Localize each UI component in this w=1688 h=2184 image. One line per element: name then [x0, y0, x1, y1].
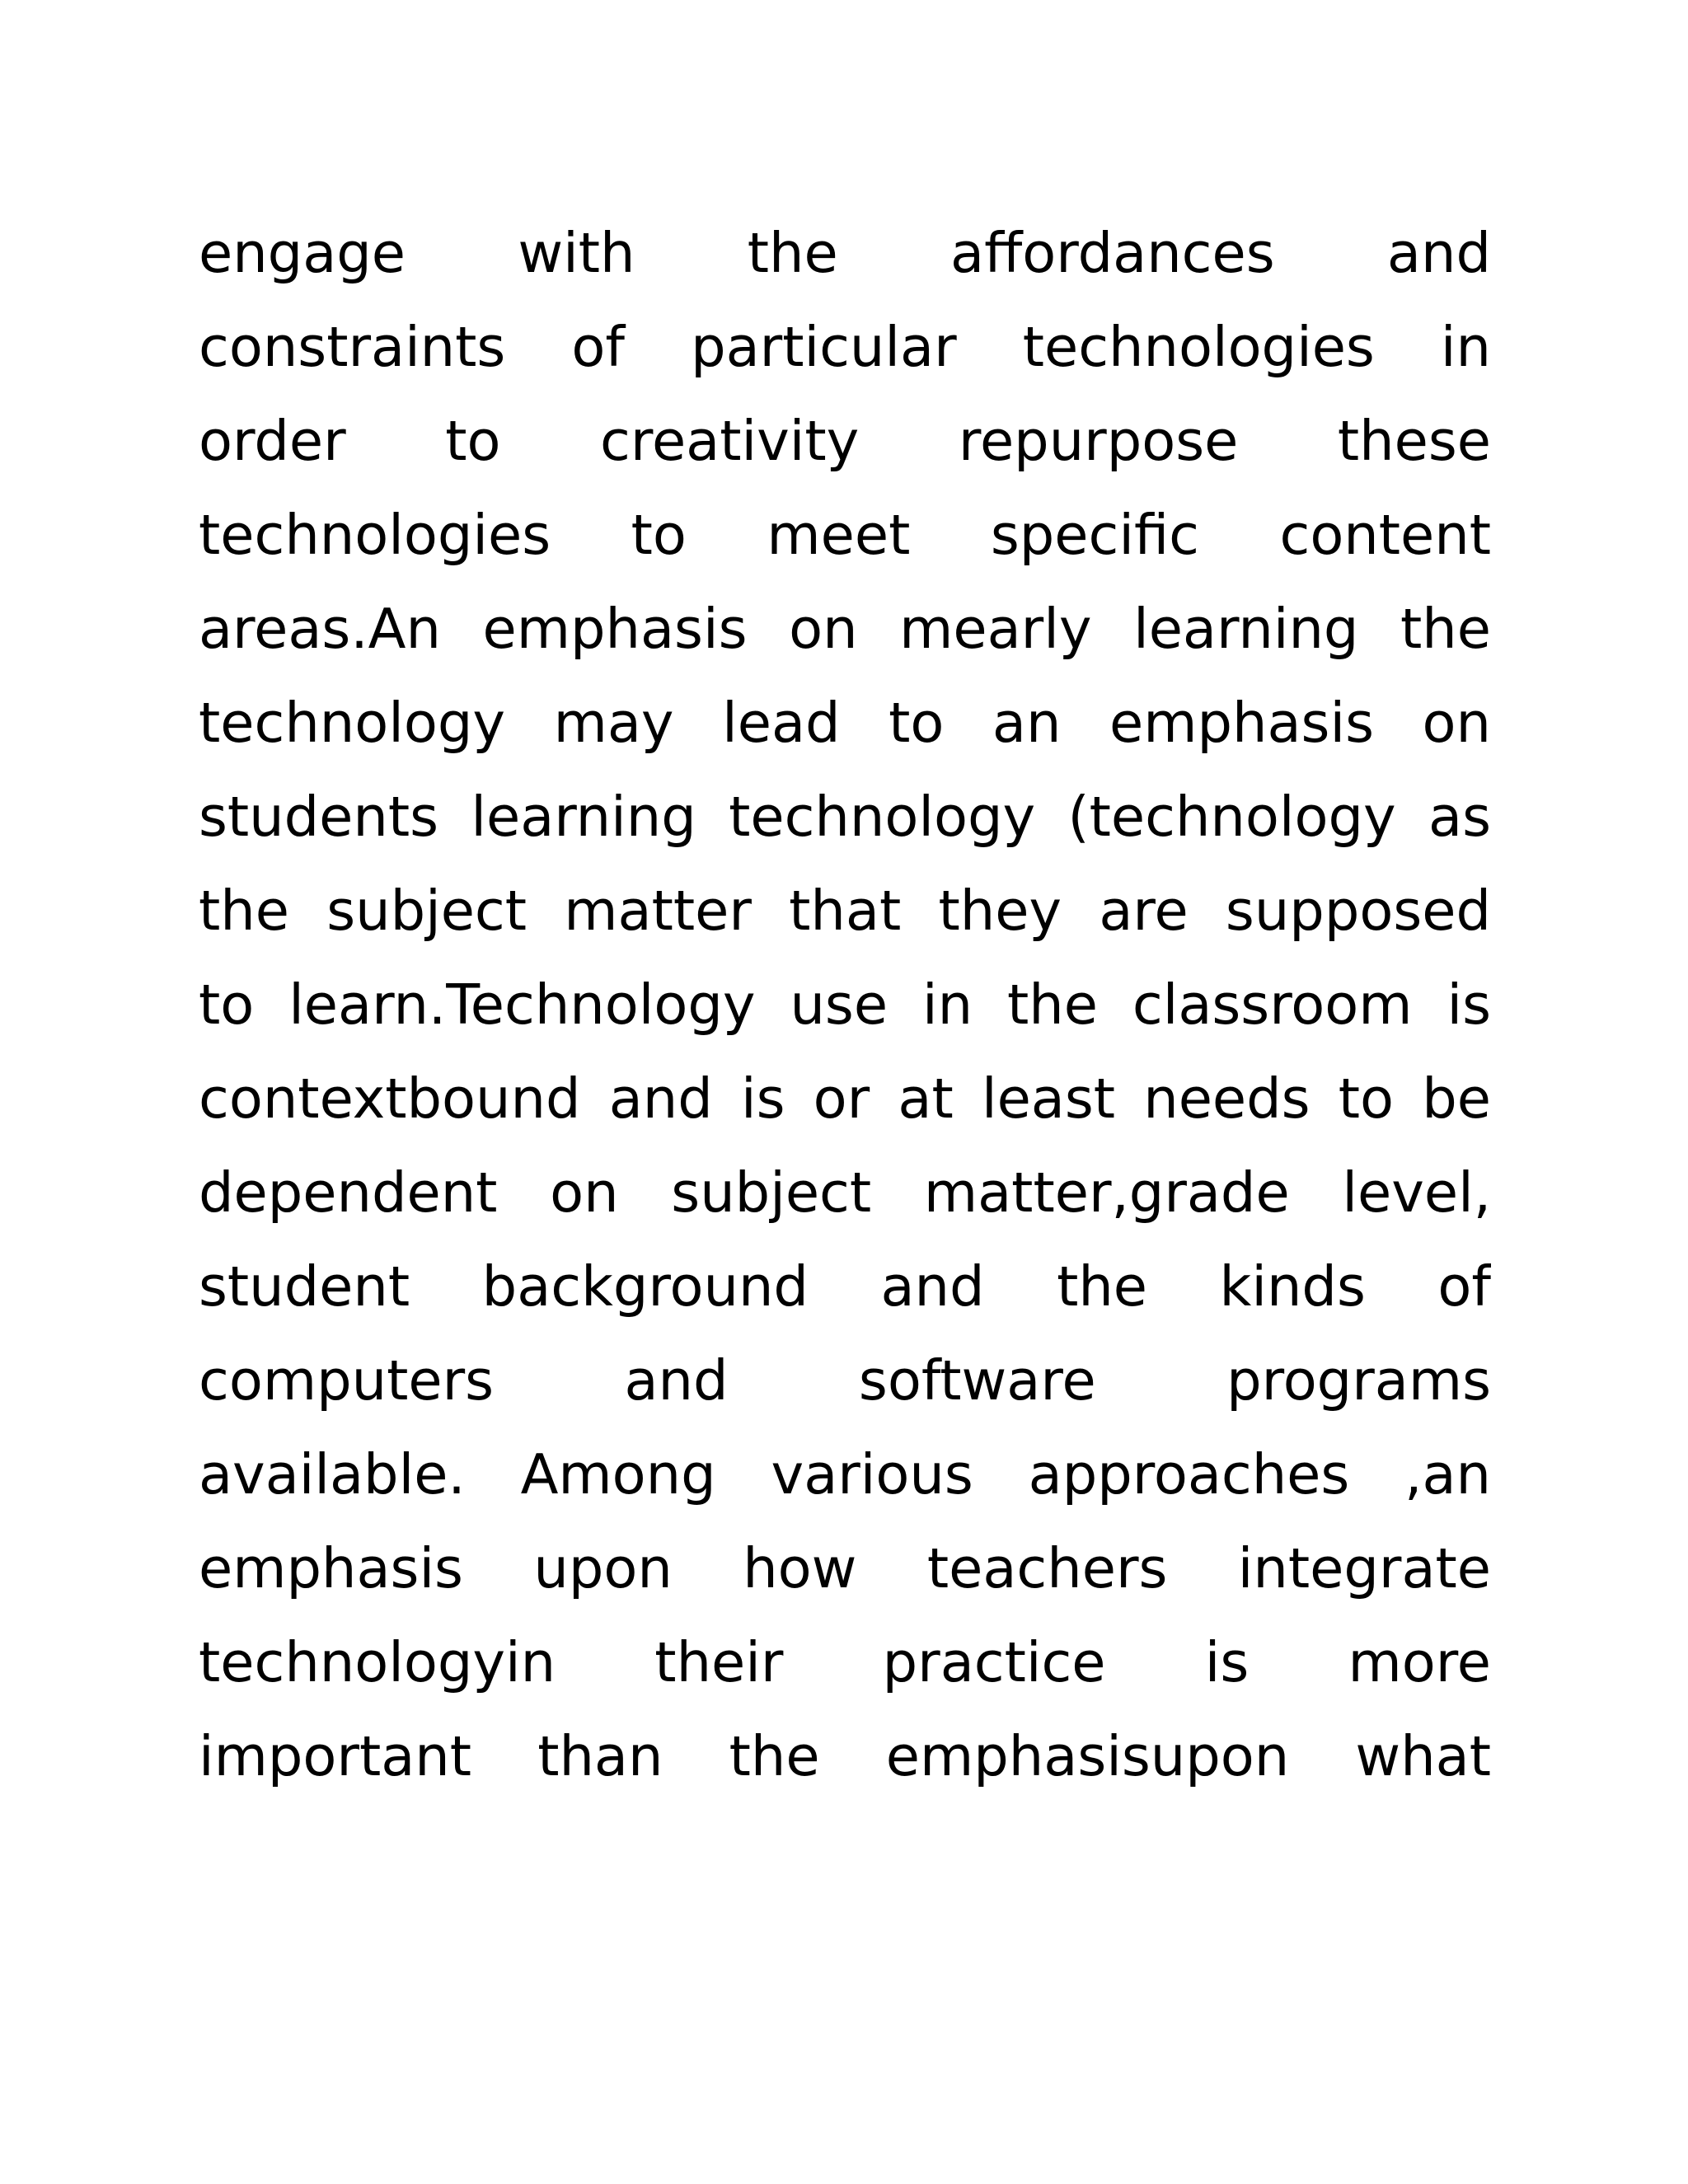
text-line: to learn.Technology use in the classroom is — [199, 972, 1491, 1037]
text-line: dependent on subject matter,grade level, — [199, 1160, 1491, 1225]
text-line: the subject matter that they are supposed — [199, 879, 1491, 943]
text-line: important than the emphasisupon what — [199, 1724, 1491, 1788]
text-line: technology may lead to an emphasis on — [199, 691, 1491, 755]
text-line: areas.An emphasis on mearly learning the — [199, 597, 1491, 661]
text-line: constraints of particular technologies in — [199, 315, 1491, 379]
text-line: engage with the affordances and — [199, 221, 1491, 285]
text-line: order to creativity repurpose these — [199, 409, 1491, 473]
text-line: technologyin their practice is more — [199, 1630, 1491, 1694]
text-line: available. Among various approaches ,an — [199, 1442, 1491, 1507]
text-line: student background and the kinds of — [199, 1254, 1491, 1319]
text-line: emphasis upon how teachers integrate — [199, 1536, 1491, 1601]
text-line: contextbound and is or at least needs to be — [199, 1066, 1491, 1131]
text-line: computers and software programs — [199, 1348, 1491, 1413]
body-paragraph — [199, 206, 1491, 1803]
text-line: students learning technology (technology as — [199, 785, 1491, 849]
text-line: technologies to meet specific content — [199, 503, 1491, 567]
